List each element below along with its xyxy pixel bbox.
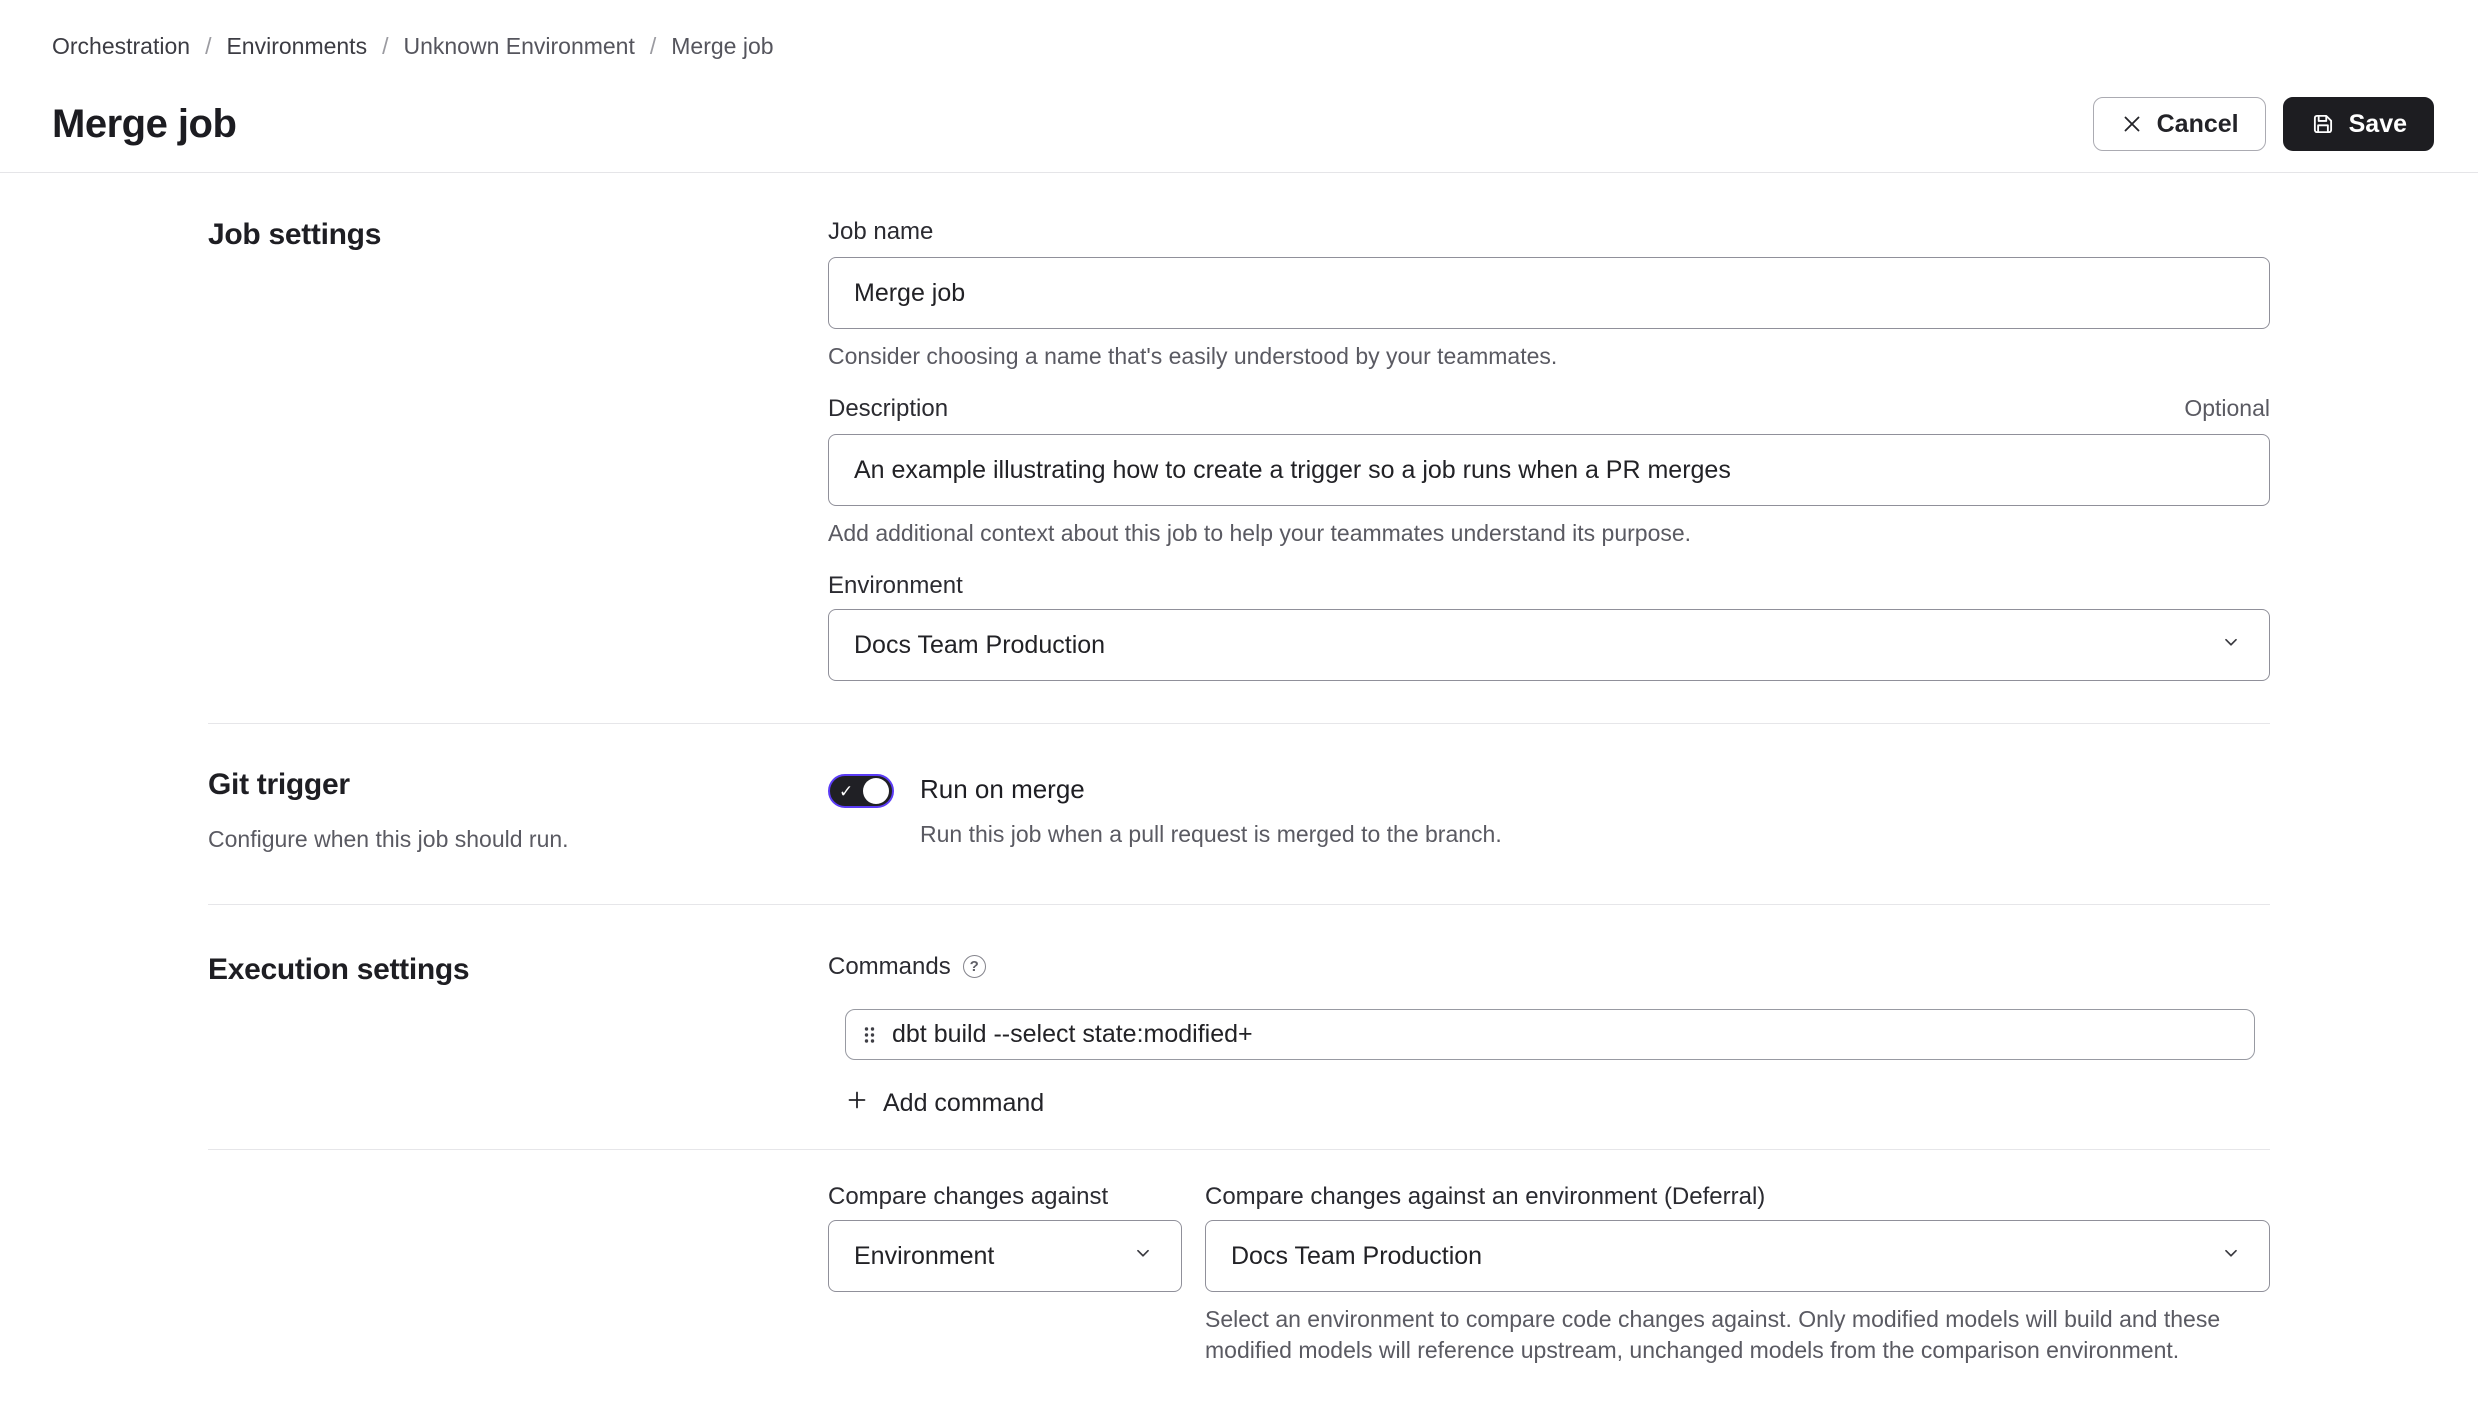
cancel-button-label: Cancel [2156,109,2239,138]
add-command-button[interactable] [845,1088,1044,1119]
drag-handle-icon[interactable] [862,1024,877,1046]
run-on-merge-toggle[interactable] [828,774,894,808]
section-job-settings [208,173,2270,724]
description-input[interactable] [828,434,2270,506]
commands-label: Commands [828,953,951,980]
environment-select[interactable] [828,609,2270,681]
save-icon [2310,111,2336,137]
deferral-helper: Select an environment to compare code changes against. Only modified models will build and these modified models will reference upstream, unchanged models from the comparison environment. [1205,1306,2221,1363]
close-icon [2120,112,2144,136]
description-label: Description [828,395,949,422]
job-form [208,173,2270,1402]
command-input[interactable] [892,1020,2238,1049]
breadcrumb [52,33,2434,60]
breadcrumb-current-page: Merge job [671,33,774,59]
help-icon[interactable]: ? [963,955,986,978]
compare-changes-field [828,1183,1182,1366]
command-row [845,1009,2255,1060]
section-execution-settings [208,905,2270,1150]
section-git-trigger [208,724,2270,905]
description-field [828,395,2270,549]
cancel-button[interactable] [2093,97,2266,151]
section-compare-changes [208,1150,2270,1402]
run-on-merge-description: Run this job when a pull request is merged to the branch. [920,821,1502,847]
deferral-select[interactable] [1205,1220,2270,1292]
description-helper: Add additional context about this job to help your teammates understand its purpose. [828,520,1692,546]
run-on-merge-row [828,768,2270,849]
job-name-helper: Consider choosing a name that's easily understood by your teammates. [828,343,1558,369]
breadcrumb-separator: / [205,33,212,59]
page-title: Merge job [52,102,237,146]
check-icon: ✓ [839,781,854,801]
save-button-label: Save [2348,109,2407,138]
add-command-label: Add command [883,1089,1045,1117]
run-on-merge-label: Run on merge [920,774,1085,804]
breadcrumb-separator: / [649,33,657,59]
job-name-input[interactable] [828,257,2270,329]
description-optional-badge: Optional [2184,395,2270,421]
save-button[interactable] [2283,97,2434,151]
job-name-field [828,218,2270,372]
breadcrumb-environments[interactable]: Environments [226,33,368,59]
deferral-label: Compare changes against an environment (Deferral) [1205,1183,1766,1210]
page-header [0,0,2478,173]
deferral-select-value: Docs Team Production [1231,1241,1483,1270]
breadcrumb-orchestration[interactable]: Orchestration [52,33,191,59]
compare-changes-select[interactable] [828,1220,1182,1292]
compare-changes-label: Compare changes against [828,1183,1109,1210]
plus-icon [845,1088,869,1119]
job-settings-heading: Job settings [208,218,382,251]
execution-settings-heading: Execution settings [208,953,470,986]
environment-label: Environment [828,572,963,599]
chevron-down-icon [2220,1242,2242,1271]
breadcrumb-unknown-environment[interactable]: Unknown Environment [403,33,635,59]
environment-field [828,572,2270,681]
environment-select-value: Docs Team Production [854,630,1106,659]
toggle-knob [863,778,889,804]
chevron-down-icon [1132,1242,1154,1271]
compare-changes-select-value: Environment [854,1241,995,1270]
job-name-label: Job name [828,218,934,245]
breadcrumb-separator: / [382,33,389,59]
chevron-down-icon [2220,631,2242,660]
deferral-field [1205,1183,2270,1366]
git-trigger-subheading: Configure when this job should run. [208,826,569,852]
git-trigger-heading: Git trigger [208,768,350,801]
